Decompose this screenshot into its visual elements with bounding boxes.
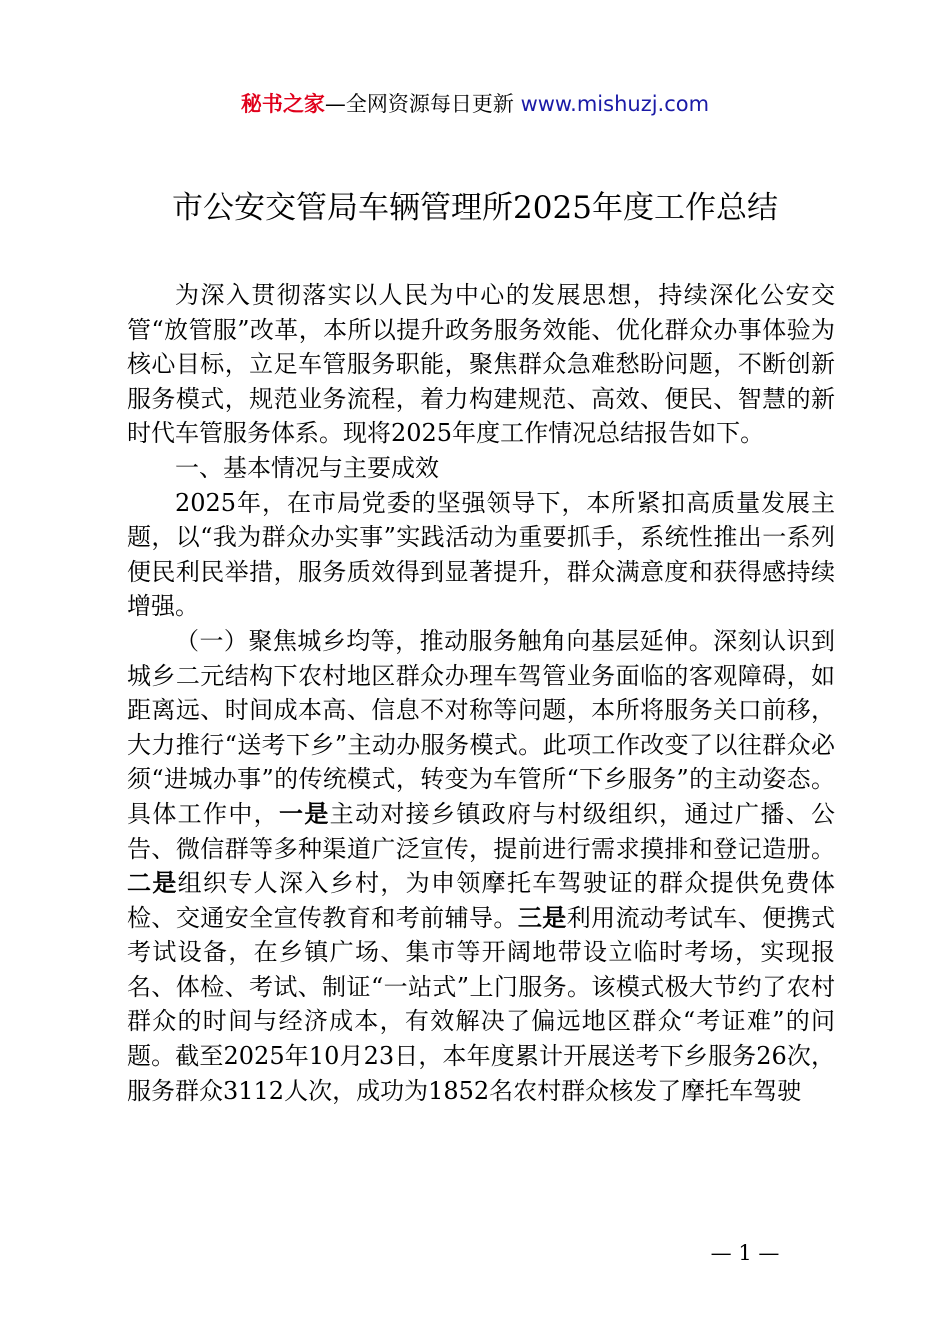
intro-paragraph: 为深入贯彻落实以人民为中心的发展思想，持续深化公安交管“放管服”改革，本所以提升政务服务效能、优化群众办事体验为核心目标，立足车管服务职能，聚焦群众急难愁盼问题，不断创新服务模式，规范业务流程，着力构建规范、高效、便民、智慧的新时代车管服务体系。现将2025年度工作情况总结报告如下。 <box>127 281 835 448</box>
site-url-link[interactable]: www.mishuzj.com <box>520 92 710 116</box>
site-header <box>0 88 950 120</box>
subsection-paragraph-urban-rural <box>127 624 835 1108</box>
page-number: — 1 — <box>710 1241 780 1265</box>
site-brand: 秘书之家 <box>240 92 325 116</box>
document-title: 市公安交管局车辆管理所2025年度工作总结 <box>172 190 778 226</box>
emphasis-third: 三是 <box>517 902 567 932</box>
section-heading-basic-situation: 一、基本情况与主要成效 <box>175 453 439 482</box>
subsection-text-part4: 利用流动考试车、便携式考试设备，在乡镇广场、集市等开阔地带设立临时考场，实现报名、体检、考试、制证“一站式”上门服务。该模式极大节约了农村群众的时间与经济成本，有效解决了偏远地区群众“考证难”的问题。截至2025年10月23日，本年度累计开展送考下乡服务26次，服务群众3112人次，成功为1852名农村群众核发了摩托车驾驶 <box>127 903 836 1105</box>
site-tagline: —全网资源每日更新 <box>324 92 514 116</box>
subsection-text-part1: （一）聚焦城乡均等，推动服务触角向基层延伸。深刻认识到城乡二元结构下农村地区群众办理车驾管业务面临的客观障碍，如距离远、时间成本高、信息不对称等问题，本所将服务关口前移，大力推行“送考下乡”主动办服务模式。此项工作改变了以往群众必须“进城办事”的传统模式，转变为车管所“下乡服务”的主动姿态。具体工作中， <box>127 626 835 828</box>
section-paragraph-overview: 2025年，在市局党委的坚强领导下，本所紧扣高质量发展主题，以“我为群众办实事”实践活动为重要抓手，系统性推出一系列便民利民举措，服务质效得到显著提升，群众满意度和获得感持续增强。 <box>127 488 835 621</box>
emphasis-second: 二是 <box>127 868 178 898</box>
document-body <box>127 278 835 1108</box>
emphasis-first: 一是 <box>279 798 330 828</box>
subsection-text-part2: 主动对接乡镇政府与村级组织，通过广播、公告、微信群等多种渠道广泛宣传，提前进行需求摸排和登记造册。 <box>127 799 836 863</box>
subsection-text-part3: 组织专人深入乡村，为申领摩托车驾驶证的群众提供免费体检、交通安全宣传教育和考前辅导。 <box>127 869 836 932</box>
